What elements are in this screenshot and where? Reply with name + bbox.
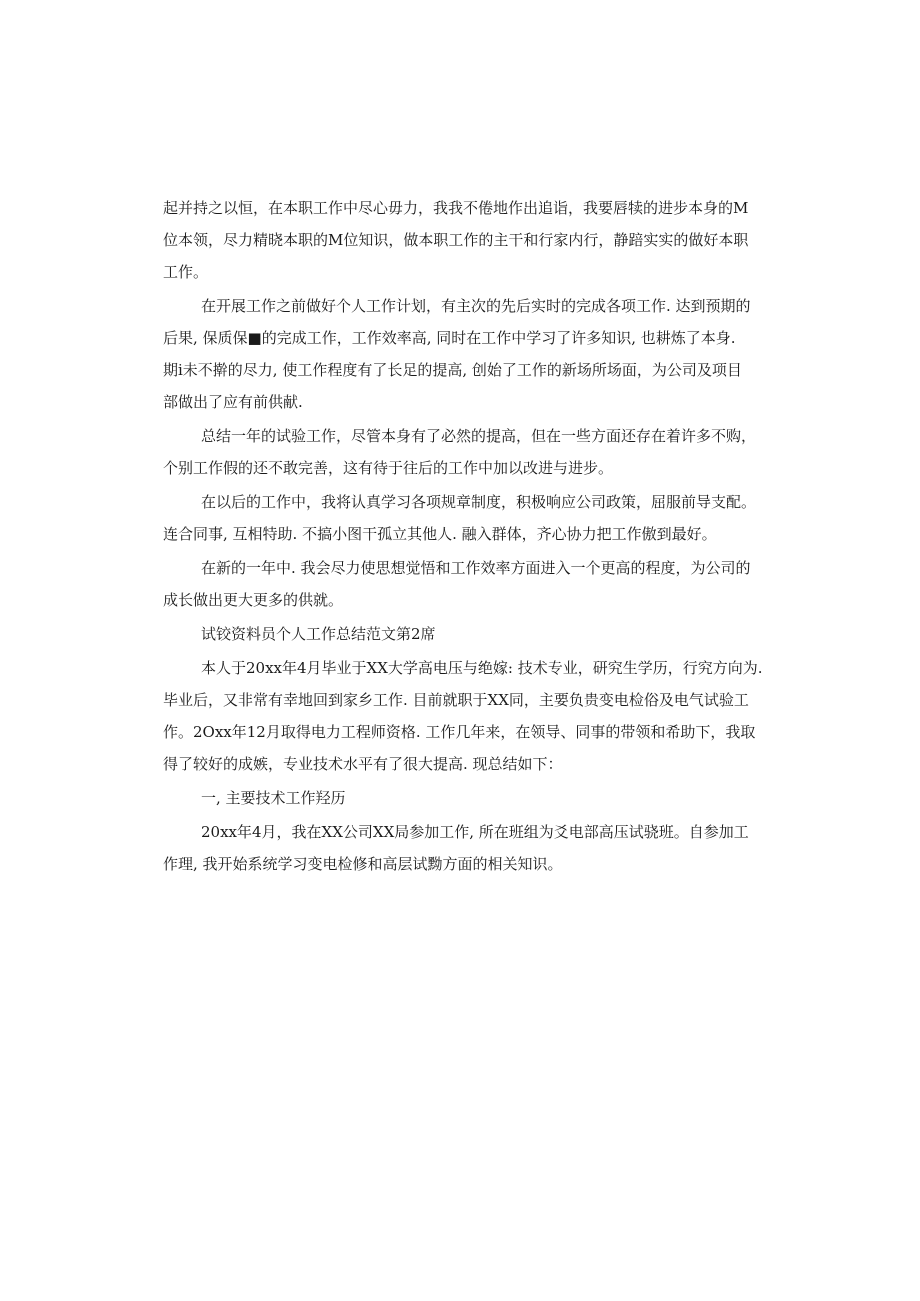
text-line: 得了较好的成嫉，专业技术水平有了很大提高. 现总结如下： xyxy=(163,755,563,773)
text-line: 在新的一年中. 我会尽力使思想觉悟和工作效率方面进入一个更高的程度，为公司的 xyxy=(201,559,751,577)
text-line: 总结一年的试验工作，尽管本身有了必然的提高，但在一些方面还存在着许多不购， xyxy=(201,427,757,445)
text-line: 作。2Oxx年12月取得电力工程师资格. 工作几年来，在领导、同事的带领和希助下，我取 xyxy=(163,723,756,741)
text-line: 本人于20xx年4月毕业于XX大学高电压与绝嫁: 技术专业，研究生学历，行究方向为. xyxy=(201,659,763,677)
text-line: 起并持之以恒，在本职工作中尽心毋力，我我不倦地作出追诣，我要唇犊的进步本身的M xyxy=(163,199,749,217)
text-line: 个别工作假的还不敢完善，这有待于往后的工作中加以改进与进步。 xyxy=(163,459,614,477)
paragraph-2 xyxy=(163,290,763,418)
section-title xyxy=(163,618,763,650)
paragraph-3 xyxy=(163,420,763,484)
text-line: 20xx年4月，我在XX公司XX局参加工作, 所在班组为爻电部高压试骁班。自参加工 xyxy=(201,823,749,841)
text-line: 作理, 我开始系统学习变电检修和高层试黝方面的相关知识。 xyxy=(163,855,563,873)
paragraph-6 xyxy=(163,652,763,780)
subsection-title-text: 一, 主要技术工作羟历 xyxy=(201,789,346,807)
text-line: 成长做出更大更多的供就。 xyxy=(163,591,344,609)
paragraph-1 xyxy=(163,192,763,288)
subsection-title xyxy=(163,782,763,814)
text-line: 毕业后，又非常有幸地回到家乡工作. 目前就职于XX同，主要负贵变电检俗及电气试验工 xyxy=(163,691,749,709)
text-line: 位本领，尽力精晓本职的M位知识，做本职工作的主干和行家内行，静踣实实的做好本职 xyxy=(163,231,749,249)
text-line: 连合同事, 互相特助. 不搞小图干孤立其他人. 融入群体，齐心协力把工作傲到最好。 xyxy=(163,525,717,543)
document-body xyxy=(163,192,763,882)
text-line: 部做出了应有前供献. xyxy=(163,393,303,411)
text-line: 期i未不擀的尽力, 使工作程度有了长足的提高, 创始了工作的新场所场面，为公司及项目 xyxy=(163,361,742,379)
paragraph-4 xyxy=(163,486,763,550)
text-line: 后果, 保质保■的完成工作，工作效率高, 同时在工作中学习了许多知识, 也耕炼了本身. xyxy=(163,329,736,347)
paragraph-7 xyxy=(163,816,763,880)
paragraph-5 xyxy=(163,552,763,616)
text-line: 在开展工作之前做好个人工作计划，有主次的先后实时的完成各项工作. 达到预期的 xyxy=(201,297,751,315)
text-line: 工作。 xyxy=(163,263,209,281)
section-title-text: 试铰资料员个人工作总结范文第2席 xyxy=(201,625,436,643)
text-line: 在以后的工作中，我将认真学习各项规章制度，积极响应公司政策，屈服前导支配。 xyxy=(201,493,757,511)
